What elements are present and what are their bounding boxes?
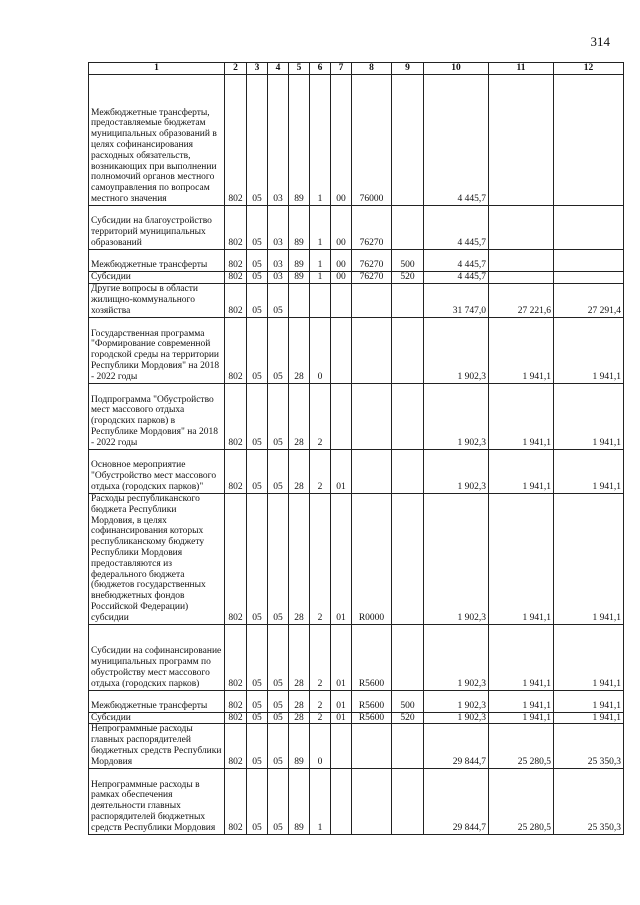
amount-year-3-cell: 1 941,1 — [554, 317, 624, 383]
gov-code-cell: 802 — [225, 493, 247, 624]
event-code-cell — [331, 283, 352, 317]
section-code-cell: 05 — [247, 449, 268, 493]
row-name-cell: Межбюджетные трансферты — [89, 690, 225, 712]
budget-table — [88, 62, 624, 835]
amount-year-1-cell: 4 445,7 — [424, 205, 489, 249]
event-code-cell: 01 — [331, 690, 352, 712]
column-header: 5 — [289, 63, 310, 75]
table-row — [89, 724, 624, 768]
expense-type-code-cell: 500 — [392, 690, 424, 712]
program-code-cell: 28 — [289, 624, 310, 690]
column-header: 8 — [352, 63, 392, 75]
column-header: 12 — [554, 63, 624, 75]
expense-type-code-cell — [392, 768, 424, 834]
subprogram-code-cell: 1 — [310, 249, 331, 271]
direction-code-cell: R5600 — [352, 690, 392, 712]
direction-code-cell — [352, 768, 392, 834]
gov-code-cell: 802 — [225, 383, 247, 449]
amount-year-1-cell: 1 902,3 — [424, 712, 489, 724]
expense-type-code-cell — [392, 449, 424, 493]
program-code-cell: 89 — [289, 271, 310, 283]
subsection-code-cell: 05 — [268, 690, 289, 712]
section-code-cell: 05 — [247, 317, 268, 383]
gov-code-cell: 802 — [225, 624, 247, 690]
section-code-cell: 05 — [247, 249, 268, 271]
row-name-cell: Субсидии на софинансирование муниципальных программ по обустройству мест массового отдыха (городских парков) — [89, 624, 225, 690]
table-row — [89, 317, 624, 383]
direction-code-cell: 76000 — [352, 74, 392, 205]
amount-year-2-cell: 1 941,1 — [489, 449, 554, 493]
amount-year-1-cell: 1 902,3 — [424, 493, 489, 624]
section-code-cell: 05 — [247, 624, 268, 690]
direction-code-cell — [352, 724, 392, 768]
gov-code-cell: 802 — [225, 283, 247, 317]
table-row — [89, 383, 624, 449]
subprogram-code-cell: 2 — [310, 690, 331, 712]
gov-code-cell: 802 — [225, 317, 247, 383]
column-header: 10 — [424, 63, 489, 75]
amount-year-2-cell: 1 941,1 — [489, 690, 554, 712]
event-code-cell — [331, 383, 352, 449]
direction-code-cell: R0000 — [352, 493, 392, 624]
amount-year-3-cell: 25 350,3 — [554, 724, 624, 768]
gov-code-cell: 802 — [225, 724, 247, 768]
column-header: 2 — [225, 63, 247, 75]
gov-code-cell: 802 — [225, 712, 247, 724]
event-code-cell — [331, 724, 352, 768]
table-body — [89, 74, 624, 834]
amount-year-3-cell — [554, 271, 624, 283]
program-code-cell: 89 — [289, 249, 310, 271]
amount-year-2-cell — [489, 249, 554, 271]
subsection-code-cell: 05 — [268, 449, 289, 493]
amount-year-2-cell: 25 280,5 — [489, 768, 554, 834]
direction-code-cell: R5600 — [352, 624, 392, 690]
amount-year-1-cell: 1 902,3 — [424, 690, 489, 712]
amount-year-1-cell: 31 747,0 — [424, 283, 489, 317]
direction-code-cell: 76270 — [352, 271, 392, 283]
row-name-cell: Расходы республиканского бюджета Республики Мордовия, в целях софинансирования которых республиканскому бюджету Республики Мордовия предоставляются из федерального бюджета (бюджетов государственных внебюджетных фондов Российской Федерации) субсидии — [89, 493, 225, 624]
event-code-cell: 01 — [331, 712, 352, 724]
subprogram-code-cell: 1 — [310, 271, 331, 283]
direction-code-cell — [352, 449, 392, 493]
gov-code-cell: 802 — [225, 74, 247, 205]
subprogram-code-cell — [310, 283, 331, 317]
program-code-cell: 28 — [289, 690, 310, 712]
expense-type-code-cell — [392, 317, 424, 383]
section-code-cell: 05 — [247, 383, 268, 449]
subsection-code-cell: 03 — [268, 205, 289, 249]
table-row — [89, 624, 624, 690]
gov-code-cell: 802 — [225, 768, 247, 834]
amount-year-2-cell: 1 941,1 — [489, 317, 554, 383]
table-row — [89, 205, 624, 249]
amount-year-2-cell: 1 941,1 — [489, 712, 554, 724]
subsection-code-cell: 05 — [268, 768, 289, 834]
amount-year-1-cell: 4 445,7 — [424, 249, 489, 271]
subprogram-code-cell: 0 — [310, 317, 331, 383]
table-row — [89, 249, 624, 271]
amount-year-2-cell — [489, 74, 554, 205]
amount-year-3-cell — [554, 74, 624, 205]
amount-year-2-cell — [489, 205, 554, 249]
section-code-cell: 05 — [247, 690, 268, 712]
header-row — [89, 63, 624, 75]
amount-year-3-cell: 1 941,1 — [554, 712, 624, 724]
direction-code-cell: R5600 — [352, 712, 392, 724]
row-name-cell: Другие вопросы в области жилищно-коммунального хозяйства — [89, 283, 225, 317]
amount-year-2-cell: 1 941,1 — [489, 493, 554, 624]
section-code-cell: 05 — [247, 768, 268, 834]
row-name-cell: Непрограммные расходы в рамках обеспечения деятельности главных распорядителей бюджетных средств Республики Мордовия — [89, 768, 225, 834]
table-row — [89, 271, 624, 283]
event-code-cell — [331, 317, 352, 383]
section-code-cell: 05 — [247, 493, 268, 624]
row-name-cell: Непрограммные расходы главных распорядителей бюджетных средств Республики Мордовия — [89, 724, 225, 768]
gov-code-cell: 802 — [225, 249, 247, 271]
subsection-code-cell: 03 — [268, 74, 289, 205]
program-code-cell — [289, 283, 310, 317]
table-row — [89, 768, 624, 834]
amount-year-2-cell: 1 941,1 — [489, 624, 554, 690]
amount-year-1-cell: 29 844,7 — [424, 724, 489, 768]
amount-year-3-cell: 25 350,3 — [554, 768, 624, 834]
program-code-cell: 28 — [289, 449, 310, 493]
subprogram-code-cell: 0 — [310, 724, 331, 768]
program-code-cell: 28 — [289, 383, 310, 449]
program-code-cell: 89 — [289, 205, 310, 249]
section-code-cell: 05 — [247, 74, 268, 205]
column-header: 4 — [268, 63, 289, 75]
direction-code-cell — [352, 383, 392, 449]
amount-year-1-cell: 1 902,3 — [424, 624, 489, 690]
amount-year-1-cell: 1 902,3 — [424, 383, 489, 449]
amount-year-3-cell: 27 291,4 — [554, 283, 624, 317]
gov-code-cell: 802 — [225, 205, 247, 249]
subprogram-code-cell: 2 — [310, 712, 331, 724]
row-name-cell: Государственная программа "Формирование современной городской среды на территории Республики Мордовия" на 2018 - 2022 годы — [89, 317, 225, 383]
subsection-code-cell: 03 — [268, 271, 289, 283]
program-code-cell: 28 — [289, 493, 310, 624]
section-code-cell: 05 — [247, 724, 268, 768]
subsection-code-cell: 05 — [268, 493, 289, 624]
amount-year-3-cell: 1 941,1 — [554, 624, 624, 690]
event-code-cell: 01 — [331, 449, 352, 493]
event-code-cell: 00 — [331, 205, 352, 249]
subprogram-code-cell: 1 — [310, 768, 331, 834]
expense-type-code-cell — [392, 74, 424, 205]
column-header: 3 — [247, 63, 268, 75]
row-name-cell: Субсидии на благоустройство территорий муниципальных образований — [89, 205, 225, 249]
direction-code-cell: 76270 — [352, 205, 392, 249]
subprogram-code-cell: 1 — [310, 205, 331, 249]
amount-year-1-cell: 29 844,7 — [424, 768, 489, 834]
direction-code-cell — [352, 317, 392, 383]
table-row — [89, 283, 624, 317]
event-code-cell: 00 — [331, 74, 352, 205]
program-code-cell: 28 — [289, 712, 310, 724]
program-code-cell: 28 — [289, 317, 310, 383]
subprogram-code-cell: 2 — [310, 493, 331, 624]
amount-year-1-cell: 1 902,3 — [424, 317, 489, 383]
amount-year-1-cell: 1 902,3 — [424, 449, 489, 493]
subsection-code-cell: 05 — [268, 724, 289, 768]
subsection-code-cell: 05 — [268, 624, 289, 690]
expense-type-code-cell — [392, 283, 424, 317]
gov-code-cell: 802 — [225, 449, 247, 493]
amount-year-3-cell: 1 941,1 — [554, 690, 624, 712]
row-name-cell: Субсидии — [89, 271, 225, 283]
subprogram-code-cell: 2 — [310, 449, 331, 493]
row-name-cell: Межбюджетные трансферты — [89, 249, 225, 271]
event-code-cell: 00 — [331, 271, 352, 283]
expense-type-code-cell: 500 — [392, 249, 424, 271]
expense-type-code-cell — [392, 624, 424, 690]
subsection-code-cell: 05 — [268, 317, 289, 383]
expense-type-code-cell — [392, 205, 424, 249]
table-row — [89, 493, 624, 624]
subsection-code-cell: 03 — [268, 249, 289, 271]
row-name-cell: Субсидии — [89, 712, 225, 724]
amount-year-2-cell: 27 221,6 — [489, 283, 554, 317]
direction-code-cell: 76270 — [352, 249, 392, 271]
expense-type-code-cell: 520 — [392, 712, 424, 724]
program-code-cell: 89 — [289, 74, 310, 205]
direction-code-cell — [352, 283, 392, 317]
column-header: 11 — [489, 63, 554, 75]
subsection-code-cell: 05 — [268, 383, 289, 449]
gov-code-cell: 802 — [225, 690, 247, 712]
row-name-cell: Основное мероприятие "Обустройство мест массового отдыха (городских парков)" — [89, 449, 225, 493]
section-code-cell: 05 — [247, 205, 268, 249]
subprogram-code-cell: 2 — [310, 624, 331, 690]
page-number: 314 — [590, 34, 610, 49]
section-code-cell: 05 — [247, 712, 268, 724]
amount-year-2-cell: 25 280,5 — [489, 724, 554, 768]
table-row — [89, 449, 624, 493]
subprogram-code-cell: 1 — [310, 74, 331, 205]
column-header: 7 — [331, 63, 352, 75]
section-code-cell: 05 — [247, 271, 268, 283]
event-code-cell: 01 — [331, 493, 352, 624]
expense-type-code-cell: 520 — [392, 271, 424, 283]
subsection-code-cell: 05 — [268, 712, 289, 724]
expense-type-code-cell — [392, 493, 424, 624]
amount-year-3-cell — [554, 205, 624, 249]
amount-year-3-cell: 1 941,1 — [554, 383, 624, 449]
section-code-cell: 05 — [247, 283, 268, 317]
amount-year-2-cell: 1 941,1 — [489, 383, 554, 449]
subsection-code-cell: 05 — [268, 283, 289, 317]
expense-type-code-cell — [392, 724, 424, 768]
row-name-cell: Межбюджетные трансферты, предоставляемые бюджетам муниципальных образований в целях софинансирования расходных обязательств, возникающих при выполнении полномочий органов местного самоуправления по вопросам местного значения — [89, 74, 225, 205]
subprogram-code-cell: 2 — [310, 383, 331, 449]
event-code-cell: 00 — [331, 249, 352, 271]
program-code-cell: 89 — [289, 768, 310, 834]
amount-year-3-cell: 1 941,1 — [554, 493, 624, 624]
table-row — [89, 690, 624, 712]
amount-year-2-cell — [489, 271, 554, 283]
column-header: 6 — [310, 63, 331, 75]
table-row — [89, 74, 624, 205]
column-header: 1 — [89, 63, 225, 75]
program-code-cell: 89 — [289, 724, 310, 768]
amount-year-1-cell: 4 445,7 — [424, 74, 489, 205]
expense-type-code-cell — [392, 383, 424, 449]
amount-year-1-cell: 4 445,7 — [424, 271, 489, 283]
event-code-cell — [331, 768, 352, 834]
column-header: 9 — [392, 63, 424, 75]
event-code-cell: 01 — [331, 624, 352, 690]
gov-code-cell: 802 — [225, 271, 247, 283]
amount-year-3-cell — [554, 249, 624, 271]
row-name-cell: Подпрограмма "Обустройство мест массового отдыха (городских парков) в Республике Мордовия" на 2018 - 2022 годы — [89, 383, 225, 449]
amount-year-3-cell: 1 941,1 — [554, 449, 624, 493]
table-row — [89, 712, 624, 724]
